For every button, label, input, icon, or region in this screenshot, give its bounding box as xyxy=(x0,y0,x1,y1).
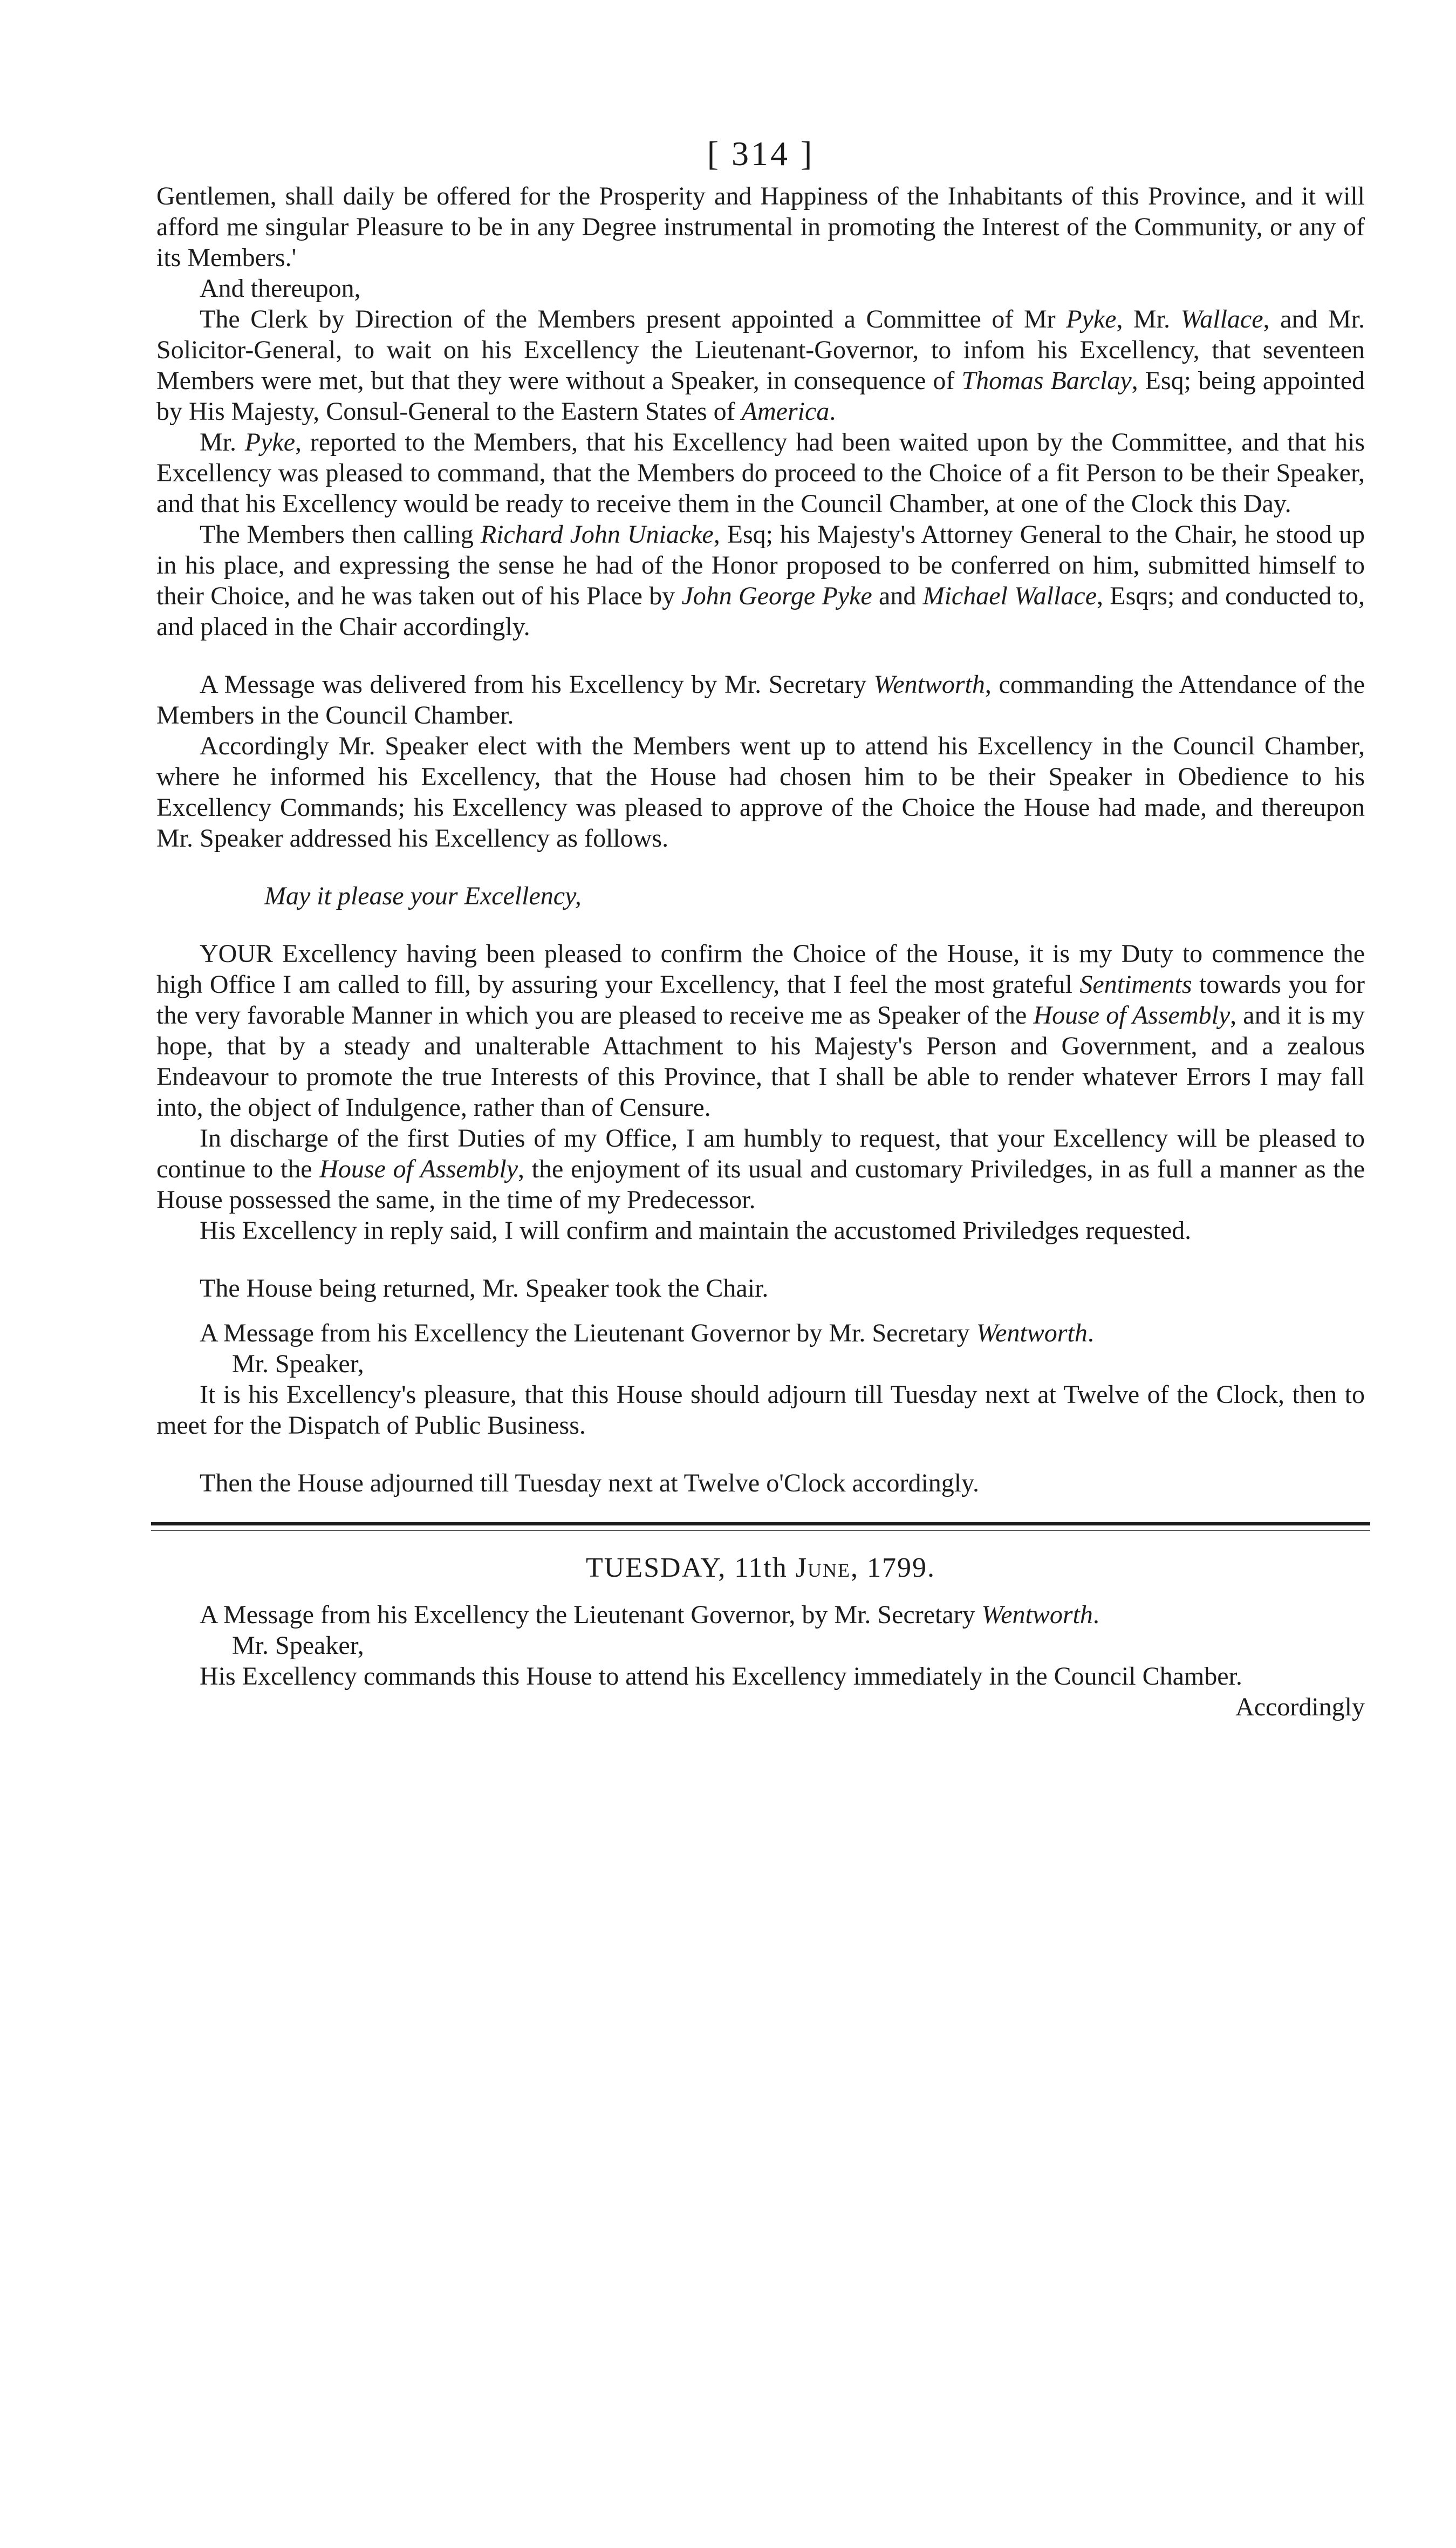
body-text xyxy=(156,181,1365,1722)
italic-text: May it please your Excellency, xyxy=(264,882,582,910)
paragraph xyxy=(156,1379,1365,1441)
text-run: towards you for the very favorable Manner in which you are pleased to receive me as Speaker of the xyxy=(156,970,1365,1030)
salutation xyxy=(264,881,1365,911)
text-run: , Esq; his Majesty's Attorney General to the Chair, he stood up in his place, and expressing the sense he had of the Honor proposed to be conferred on him, submitted himself to their Choice, and he was taken out of his Place by xyxy=(156,520,1365,610)
section-rule-thin xyxy=(151,1530,1370,1531)
italic-text: Wentworth xyxy=(873,670,985,699)
italic-text: Wentworth xyxy=(976,1319,1088,1347)
paragraph xyxy=(156,1318,1365,1348)
italic-text: Michael Wallace xyxy=(922,582,1097,610)
text-run: . xyxy=(1092,1600,1099,1629)
paragraph xyxy=(156,669,1365,731)
text-run: The Members then calling xyxy=(200,520,481,549)
catchword: Accordingly xyxy=(1235,1693,1365,1721)
text-run: The Clerk by Direction of the Members present appointed a Committee of Mr xyxy=(200,305,1067,333)
text-run: Accordingly Mr. Speaker elect with the Members went up to attend his Excellency in the Council Chamber, where he informed his Excellency, that the House had chosen him to be their Speaker in Obedience to his Excellency Commands; his Excellency was pleased to approve of the Choice the House had made, and thereupon Mr. Speaker addressed his Excellency as follows. xyxy=(156,732,1365,853)
section-rule xyxy=(151,1522,1370,1525)
text-run: , Esqrs; and conducted to, and placed in the Chair accordingly. xyxy=(156,582,1365,641)
text-run: . xyxy=(1087,1319,1094,1347)
text-run: The House being returned, Mr. Speaker took the Chair. xyxy=(200,1274,769,1303)
paragraph xyxy=(156,427,1365,519)
text-run: And thereupon, xyxy=(200,274,361,303)
paragraph xyxy=(156,1215,1365,1246)
page-number: [ 314 ] xyxy=(707,134,815,173)
text-run: Mr. Speaker, xyxy=(232,1350,364,1378)
paragraph xyxy=(156,1599,1365,1630)
paragraph xyxy=(156,181,1365,273)
paragraph xyxy=(156,1661,1365,1692)
address-line xyxy=(156,1630,1365,1661)
text-run: A Message from his Excellency the Lieutenant Governor by Mr. Secretary xyxy=(200,1319,976,1347)
text-run: Mr. Speaker, xyxy=(232,1631,364,1660)
italic-text: House of Assembly xyxy=(319,1155,518,1183)
paragraph xyxy=(156,273,1365,304)
italic-text: Sentiments xyxy=(1079,970,1192,999)
text-run: , the enjoyment of its usual and customary Priviledges, in as full a manner as the House possessed the same, in the time of my Predecessor. xyxy=(156,1155,1365,1214)
text-run: , and Mr. Solicitor-General, to wait on his Excellency the Lieutenant-Governor, to infom his Excellency, that seventeen Members were met, but that they were without a Speaker, in consequence of xyxy=(156,305,1365,395)
text-run: , Mr. xyxy=(1116,305,1181,333)
text-run: Then the House adjourned till Tuesday next at Twelve o'Clock accordingly. xyxy=(200,1469,979,1497)
text-run: , Esq; being appointed by His Majesty, Consul-General to the Eastern States of xyxy=(156,366,1365,426)
paragraph xyxy=(156,1273,1365,1304)
italic-text: Thomas Barclay xyxy=(961,366,1132,395)
date-month: June, xyxy=(795,1552,859,1583)
paragraph xyxy=(156,731,1365,854)
text-run: A Message from his Excellency the Lieutenant Governor, by Mr. Secretary xyxy=(200,1600,982,1629)
text-run: , commanding the Attendance of the Members in the Council Chamber. xyxy=(156,670,1365,730)
italic-text: Richard John Uniacke xyxy=(480,520,714,549)
document-page xyxy=(156,0,1365,2548)
italic-text: America xyxy=(741,397,830,426)
text-run: and xyxy=(872,582,923,610)
date-heading xyxy=(156,1552,1365,1583)
catchword-line xyxy=(156,1692,1365,1722)
italic-text: Pyke xyxy=(244,428,295,457)
italic-text: House of Assembly xyxy=(1033,1001,1231,1030)
paragraph xyxy=(156,1468,1365,1498)
paragraph xyxy=(156,519,1365,642)
date-year: 1799. xyxy=(866,1552,935,1583)
paragraph xyxy=(156,1123,1365,1215)
text-run: YOUR Excellency having been pleased to confirm the Choice of the House, it is my Duty to commence the high Office I am called to fill, by assuring your Excellency, that I feel the most grateful xyxy=(156,939,1365,999)
text-run: , reported to the Members, that his Excellency had been waited upon by the Committee, and that his Excellency was pleased to command, that the Members do proceed to the Choice of a fit Person to be their Speaker, and that his Excellency would be ready to receive them in the Council Chamber, at one of the Clock this Day. xyxy=(156,428,1365,518)
italic-text: Wallace xyxy=(1180,305,1263,333)
text-run: Gentlemen, shall daily be offered for the Prosperity and Happiness of the Inhabitants of this Province, and it will afford me singular Pleasure to be in any Degree instrumental in promoting the Interest of the Community, or any of its Members.' xyxy=(156,182,1365,272)
text-run: . xyxy=(829,397,836,426)
italic-text: Wentworth xyxy=(981,1600,1093,1629)
paragraph xyxy=(156,304,1365,427)
text-run: Mr. xyxy=(200,428,245,457)
address-line xyxy=(156,1348,1365,1379)
text-run: It is his Excellency's pleasure, that this House should adjourn till Tuesday next at Twelve of the Clock, then to meet for the Dispatch of Public Business. xyxy=(156,1380,1365,1440)
italic-text: John George Pyke xyxy=(681,582,872,610)
paragraph xyxy=(156,938,1365,1123)
date-day: TUESDAY, xyxy=(586,1552,727,1583)
date-date: 11th xyxy=(734,1552,788,1583)
italic-text: Pyke xyxy=(1066,305,1117,333)
text-run: In discharge of the first Duties of my Office, I am humbly to request, that your Excellency will be pleased to continue to the xyxy=(156,1124,1365,1183)
text-run: His Excellency in reply said, I will confirm and maintain the accustomed Priviledges requested. xyxy=(200,1216,1192,1245)
text-run: , and it is my hope, that by a steady and unalterable Attachment to his Majesty's Person and Government, and a zealous Endeavour to promote the true Interests of this Province, that I shall be able to render whatever Errors I may fall into, the object of Indulgence, rather than of Censure. xyxy=(156,1001,1365,1122)
text-run: A Message was delivered from his Excellency by Mr. Secretary xyxy=(200,670,874,699)
text-run: His Excellency commands this House to attend his Excellency immediately in the Council Chamber. xyxy=(200,1662,1242,1691)
